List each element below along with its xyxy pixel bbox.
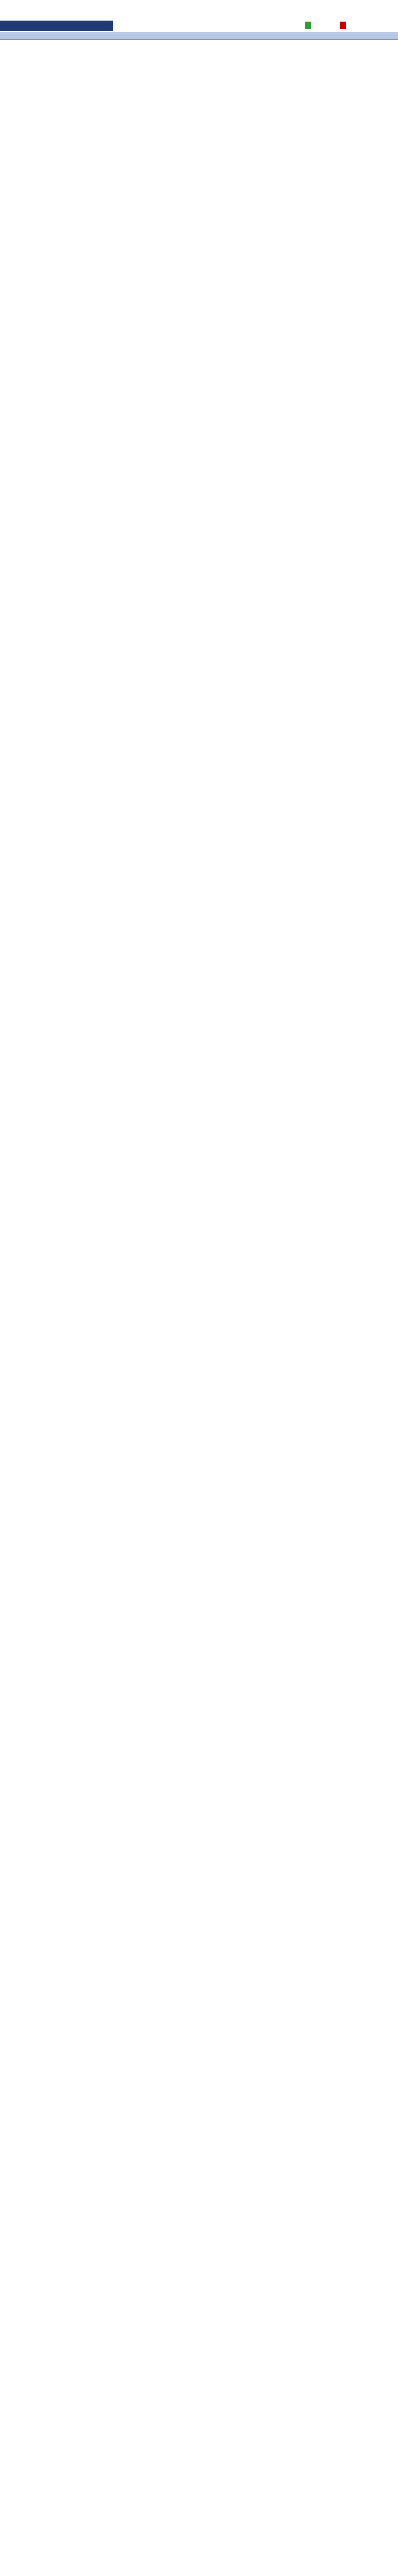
header-pct (365, 32, 396, 39)
header-no (1, 32, 12, 39)
header-history (109, 32, 269, 39)
header-group (36, 32, 54, 39)
header-box (303, 32, 332, 39)
header-last (333, 32, 364, 39)
header-cell (54, 32, 65, 39)
header-v2 (86, 32, 106, 39)
page-title (0, 21, 113, 31)
tag-2 (340, 22, 346, 29)
tag-1 (305, 22, 311, 29)
header-symbol (13, 32, 36, 39)
column-header (0, 32, 398, 40)
header-v1 (66, 32, 85, 39)
header-pre (270, 32, 301, 39)
